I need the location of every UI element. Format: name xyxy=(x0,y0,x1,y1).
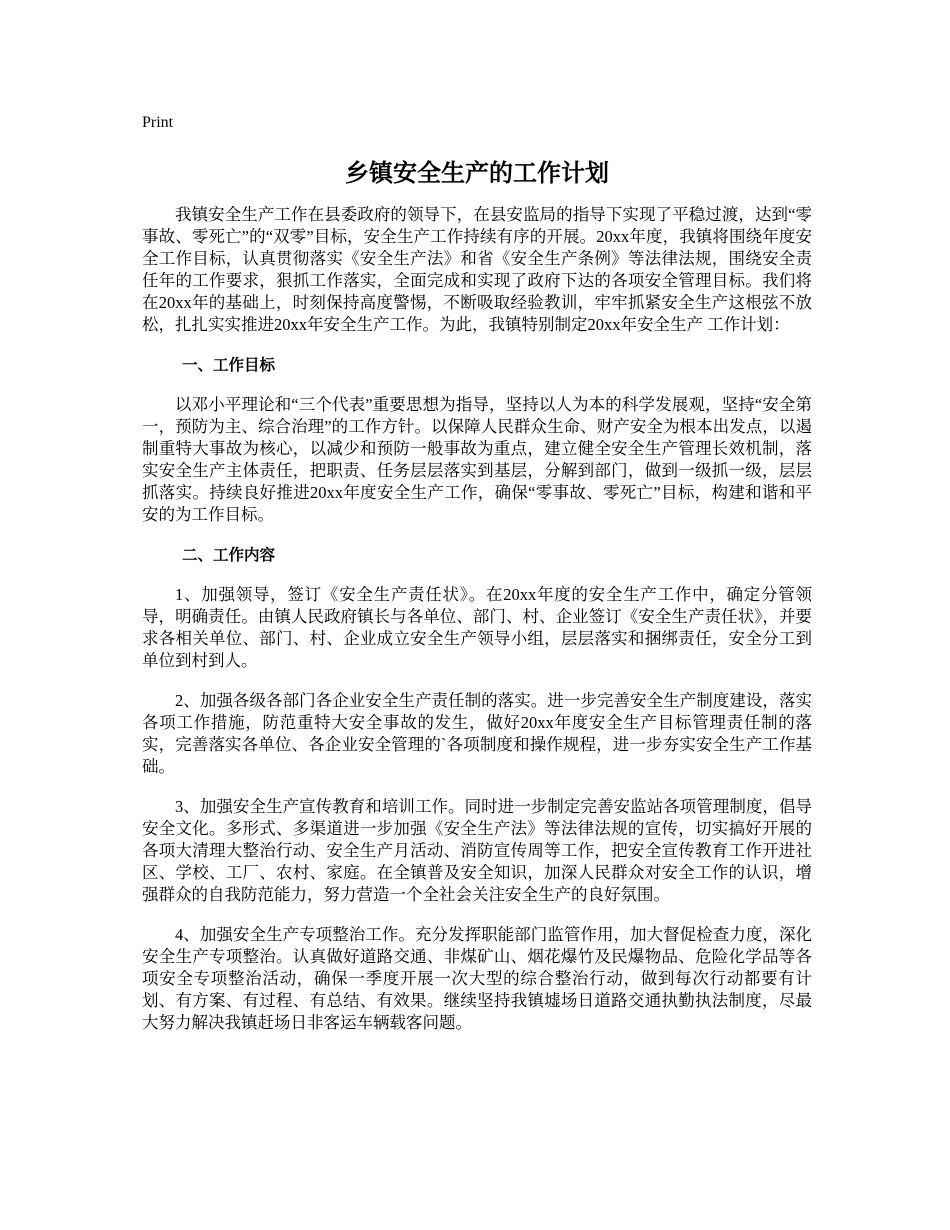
section-heading-content: 二、工作内容 xyxy=(182,546,276,564)
content-paragraph-4: 4、加强安全生产专项整治工作。充分发挥职能部门监管作用，加大督促检查力度，深化安全生产专项整治。认真做好道路交通、非煤矿山、烟花爆竹及民爆物品、危险化学品等各项安全专项整治活动，确保一季度开展一次大型的综合整治行动，做到每次行动都要有计划、有方案、有过程、有总结、有效果。继续坚持我镇墟场日道路交通执勤执法制度，尽最大努力解决我镇赶场日非客运车辆载客问题。 xyxy=(142,925,812,1032)
intro-paragraph: 我镇安全生产工作在县委政府的领导下，在县安监局的指导下实现了平稳过渡，达到“零事故、零死亡”的“双零”目标，安全生产工作持续有序的开展。20xx年度，我镇将围绕年度安全工作目标，认真贯彻落实《安全生产法》和省《安全生产条例》等法律法规，围绕安全责任年的工作要求，狠抓工作落实，全面完成和实现了政府下达的各项安全管理目标。我们将在20xx年的基础上，时刻保持高度警惕，不断吸取经验教训，牢牢抓紧安全生产这根弦不放松，扎扎实实推进20xx年安全生产工作。为此，我镇特别制定20xx年安全生产 工作计划： xyxy=(142,205,812,334)
document-title: 乡镇安全生产的工作计划 xyxy=(345,159,609,187)
content-paragraph-2: 2、加强各级各部门各企业安全生产责任制的落实。进一步完善安全生产制度建设，落实各项工作措施，防范重特大安全事故的发生，做好20xx年度安全生产目标管理责任制的落实，完善落实各单位、各企业安全管理的`各项制度和操作规程，进一步夯实安全生产工作基础。 xyxy=(142,691,812,776)
content-paragraph-3: 3、加强安全生产宣传教育和培训工作。同时进一步制定完善安监站各项管理制度，倡导安全文化。多形式、多渠道进一步加强《安全生产法》等法律法规的宣传，切实搞好开展的各项大清理大整治行动、安全生产月活动、消防宣传周等工作，把安全宣传教育工作开进社区、学校、工厂、农村、家庭。在全镇普及安全知识，加深人民群众对安全工作的认识，增强群众的自我防范能力，努力营造一个全社会关注安全生产的良好氛围。 xyxy=(142,797,812,904)
document-page xyxy=(142,112,812,1052)
content-paragraph-1: 1、加强领导，签订《安全生产责任状》。在20xx年度的安全生产工作中，确定分管领导，明确责任。由镇人民政府镇长与各单位、部门、村、企业签订《安全生产责任状》，并要求各相关单位、部门、村、企业成立安全生产领导小组，层层落实和捆绑责任，安全分工到单位到村到人。 xyxy=(142,585,812,670)
print-label: Print xyxy=(142,114,174,131)
section-heading-goals: 一、工作目标 xyxy=(182,356,276,374)
goals-paragraph: 以邓小平理论和“三个代表”重要思想为指导，坚持以人为本的科学发展观，坚持“安全第一，预防为主、综合治理”的工作方针。以保障人民群众生命、财产安全为根本出发点，以遏制重特大事故为核心，以减少和预防一般事故为重点，建立健全安全生产管理长效机制，落实安全生产主体责任，把职责、任务层层落实到基层，分解到部门，做到一级抓一级，层层抓落实。持续良好推进20xx年度安全生产工作，确保“零事故、零死亡”目标，构建和谐和平安的为工作目标。 xyxy=(142,395,812,524)
